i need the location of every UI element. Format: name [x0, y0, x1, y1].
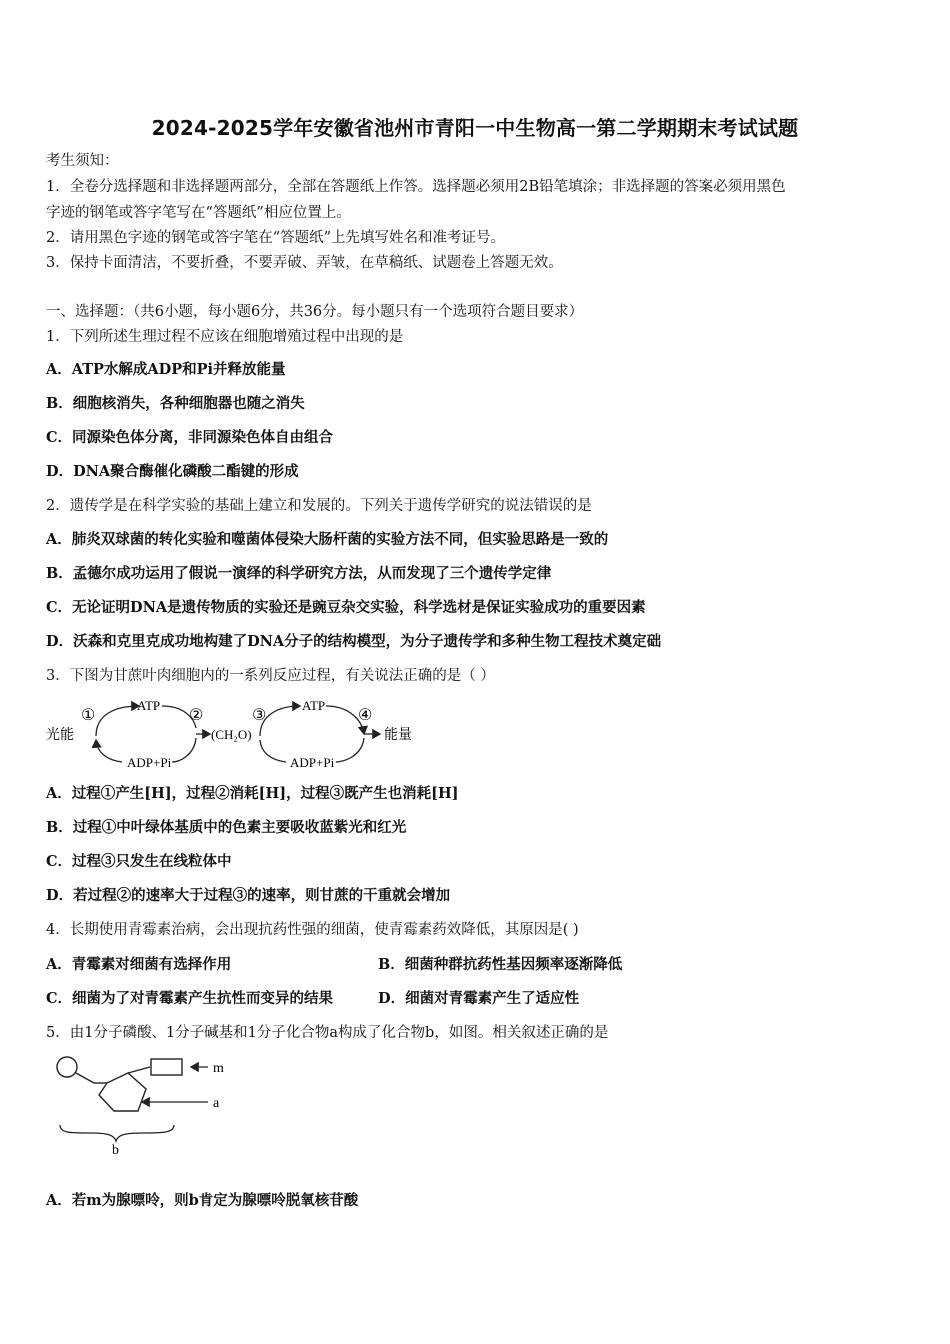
- label-adp-1: ADP+Pi: [127, 755, 172, 770]
- phosphate-bond: [76, 1073, 94, 1083]
- label-atp-1: ATP: [137, 698, 161, 713]
- question-1-option-b: B．细胞核消失，各种细胞器也随之消失: [46, 395, 305, 412]
- question-2-option-a: A．肺炎双球菌的转化实验和噬菌体侵染大肠杆菌的实验方法不同，但实验思路是一致的: [46, 531, 609, 548]
- label-energy: 能量: [384, 728, 412, 743]
- brace-b: [60, 1125, 174, 1141]
- question-4-option-d: D．细菌对青霉素产生了适应性: [378, 990, 580, 1007]
- question-3-option-d: D．若过程②的速率大于过程③的速率，则甘蔗的干重就会增加: [46, 887, 451, 904]
- label-ch2o: (CH₂O): [211, 727, 252, 742]
- question-2-option-b: B．孟德尔成功运用了假说一演绎的科学研究方法，从而发现了三个遗传学定律: [46, 565, 552, 582]
- label-b: b: [112, 1143, 119, 1158]
- question-5-stem: 5．由1分子磷酸、1分子碱基和1分子化合物a构成了化合物b，如图。相关叙述正确的是: [46, 1025, 609, 1041]
- notice-item: 1．全卷分选择题和非选择题两部分，全部在答题纸上作答。选择题必须用2B铅笔填涂；非选择题的答案必须用黑色: [46, 179, 786, 195]
- label-process-1: ①: [81, 707, 96, 724]
- question-2-stem: 2．遗传学是在科学实验的基础上建立和发展的。下列关于遗传学研究的说法错误的是: [46, 498, 592, 514]
- question-5-option-a: A．若m为腺嘌呤，则b肯定为腺嘌呤脱氧核苷酸: [46, 1192, 359, 1209]
- label-light-energy: 光能: [46, 728, 74, 743]
- section-heading: 一、选择题：（共6小题，每小题6分，共36分。每小题只有一个选项符合题目要求）: [46, 304, 584, 320]
- question-4-stem: 4．长期使用青霉素治病，会出现抗药性强的细菌，使青霉素药效降低，其原因是( ): [46, 922, 579, 938]
- base-rectangle: [151, 1059, 182, 1075]
- question-2-option-c: C．无论证明DNA是遗传物质的实验还是豌豆杂交实验，科学选材是保证实验成功的重要因素: [46, 599, 646, 616]
- cycle-1-lower-left: [96, 740, 122, 762]
- question-1-option-d: D．DNA聚合酶催化磷酸二酯键的形成: [46, 463, 299, 480]
- notice-item: 2．请用黑色字迹的钢笔或答字笔在“答题纸”上先填写姓名和准考证号。: [46, 230, 506, 246]
- question-4-option-a: A．青霉素对细菌有选择作用: [46, 956, 232, 973]
- question-1-option-a: A．ATP水解成ADP和Pi并释放能量: [46, 361, 286, 378]
- notice-heading: 考生须知：: [46, 153, 119, 169]
- cycle-2-lower-left: [260, 740, 286, 762]
- nucleotide-diagram: [50, 1055, 250, 1160]
- notice-item: 字迹的钢笔或答字笔写在“答题纸”相应位置上。: [46, 205, 351, 221]
- question-3-option-b: B．过程①中叶绿体基质中的色素主要吸收蓝紫光和红光: [46, 819, 407, 836]
- pentose-ring: [99, 1073, 146, 1111]
- question-3-stem: 3．下图为甘蔗叶肉细胞内的一系列反应过程，有关说法正确的是（ ）: [46, 668, 495, 684]
- cycle-2-lower-right: [336, 738, 364, 762]
- label-m: m: [213, 1061, 224, 1076]
- page-title: 2024-2025学年安徽省池州市青阳一中生物高一第二学期期末考试试题: [151, 116, 799, 140]
- question-4-option-c: C．细菌为了对青霉素产生抗性而变异的结果: [46, 990, 334, 1007]
- label-process-2: ②: [189, 707, 204, 724]
- question-3-option-a: A．过程①产生[H]，过程②消耗[H]，过程③既产生也消耗[H]: [46, 785, 459, 802]
- label-atp-2: ATP: [302, 698, 326, 713]
- question-3-option-c: C．过程③只发生在线粒体中: [46, 853, 232, 870]
- cycle-1-upper-arc: [96, 706, 139, 736]
- cycle-1-lower-right: [172, 738, 196, 762]
- question-1-option-c: C．同源染色体分离，非同源染色体自由组合: [46, 429, 334, 446]
- label-process-4: ④: [358, 707, 373, 724]
- notice-item: 3．保持卡面清洁，不要折叠，不要弄破、弄皱，在草稿纸、试题卷上答题无效。: [46, 255, 563, 271]
- question-1-stem: 1．下列所述生理过程不应该在细胞增殖过程中出现的是: [46, 329, 404, 345]
- label-a: a: [213, 1096, 220, 1111]
- label-adp-2: ADP+Pi: [290, 755, 335, 770]
- phosphate-circle: [57, 1057, 77, 1077]
- question-2-option-d: D．沃森和克里克成功地构建了DNA分子的结构模型，为分子遗传学和多种生物工程技术奠定础: [46, 633, 662, 650]
- base-bond: [128, 1067, 150, 1073]
- energy-cycle-diagram: [44, 694, 424, 774]
- label-process-3: ③: [252, 707, 267, 724]
- question-4-option-b: B．细菌种群抗药性基因频率逐渐降低: [378, 956, 623, 973]
